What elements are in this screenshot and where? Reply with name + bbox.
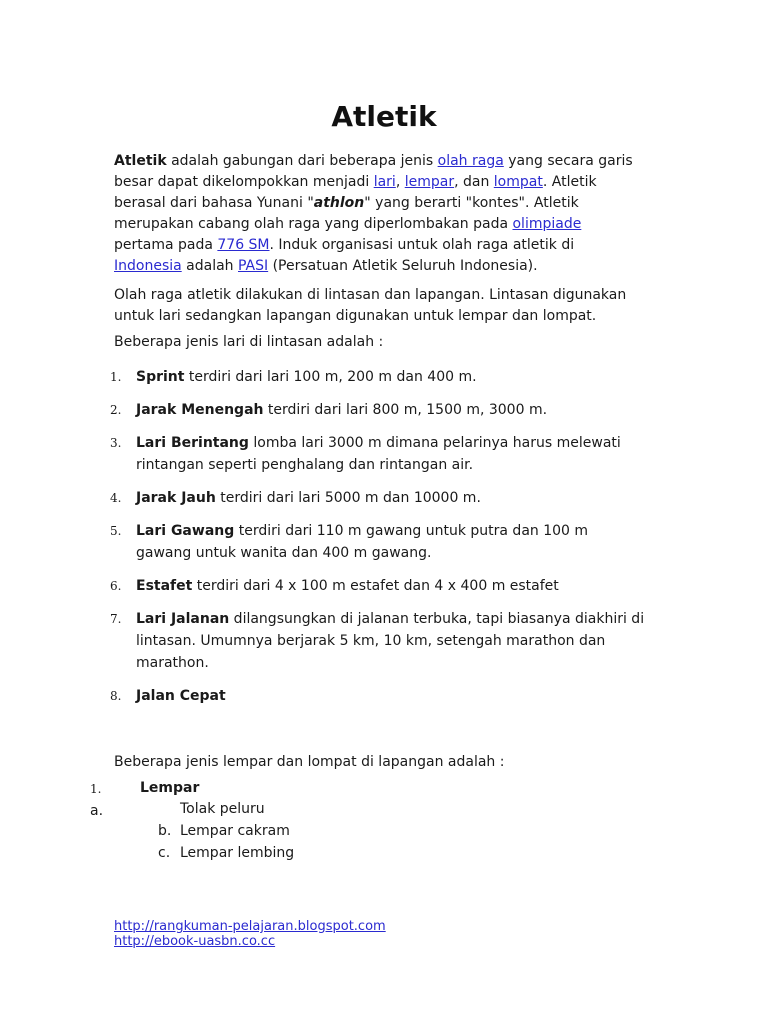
intro-text: adalah gabungan dari beberapa jenis [166,153,438,169]
link-lari[interactable]: lari [373,174,396,190]
link-olah-raga[interactable]: olah raga [437,153,504,169]
list-number: 2. [110,403,122,417]
intro-text: , dan [454,174,494,190]
list-item-text: terdiri dari lari 5000 m dan 10000 m. [215,490,481,506]
list-number: 8. [110,689,122,703]
footer-link-rangkuman[interactable]: http://rangkuman-pelajaran.blogspot.com [114,919,386,934]
list-item-text: terdiri dari lari 100 m, 200 m dan 400 m. [184,369,477,385]
list-item-term: Jarak Menengah [136,402,264,418]
list-number: 1. [110,370,122,384]
intro-paragraph [114,151,644,277]
list-item-term: Jalan Cepat [136,688,226,704]
list-item-term: Jarak Jauh [136,490,216,506]
sub-list-item: Tolak peluru [180,801,265,817]
intro-text: pertama pada [114,237,218,253]
athlon-term: athlon [313,195,365,211]
list-number: 6. [110,579,122,593]
intro-text: (Persatuan Atletik Seluruh Indonesia). [268,258,538,274]
list-item-term: Estafet [136,578,193,594]
list-item-term: Lari Gawang [136,523,235,539]
list-number: 5. [110,524,122,538]
link-776-sm[interactable]: 776 SM [217,237,270,253]
link-olimpiade[interactable]: olimpiade [512,216,582,232]
list-item-text: dilangsungkan di jalanan terbuka, tapi biasanya diakhiri di lintasan. Umumnya berjarak 5 km, 10 km, setengah marathon dan marathon. [136,611,645,671]
intro-text: . Induk organisasi untuk olah raga atletik di [269,237,575,253]
list-item-text: terdiri dari 110 m gawang untuk putra dan 100 m gawang untuk wanita dan 400 m gawang. [136,523,589,561]
intro-text: " yang berarti "kontes". Atletik merupakan cabang olah raga yang diperlombakan pada [114,195,579,232]
list-number: 3. [110,436,122,450]
list-item-text: terdiri dari lari 800 m, 1500 m, 3000 m. [263,402,548,418]
footer-link-ebook[interactable]: http://ebook-uasbn.co.cc [114,934,276,949]
list-number: 7. [110,612,122,626]
paragraph-lintasan: Olah raga atletik dilakukan di lintasan dan lapangan. Lintasan digunakan untuk lari sedangkan lapangan digunakan untuk lempar dan lompat. [114,287,627,324]
list-item-term: Lari Jalanan [136,611,230,627]
list-item-text: lomba lari 3000 m dimana pelarinya harus melewati rintangan seperti penghalang dan rintangan air. [136,435,621,473]
lempar-number: 1. [90,782,102,796]
link-indonesia[interactable]: Indonesia [114,258,182,274]
paragraph-lempar-lompat: Beberapa jenis lempar dan lompat di lapangan adalah : [114,754,505,770]
link-lompat[interactable]: lompat [493,174,543,190]
list-item-term: Lari Berintang [136,435,249,451]
sub-list-item: Lempar cakram [180,823,290,839]
paragraph-jenis-lari: Beberapa jenis lari di lintasan adalah : [114,334,384,350]
intro-text: adalah [181,258,238,274]
lempar-heading: Lempar [140,780,200,796]
intro-bold-atletik: Atletik [114,153,167,169]
list-item-text: terdiri dari 4 x 100 m estafet dan 4 x 400 m estafet [192,578,559,594]
list-number: 4. [110,491,122,505]
intro-text: . Atletik berasal dari bahasa Yunani " [114,174,597,211]
sub-list-marker: c. [158,845,171,861]
link-pasi[interactable]: PASI [238,258,269,274]
sub-list-marker: b. [158,823,172,839]
sub-list-item: Lempar lembing [180,845,295,861]
intro-text: , [395,174,405,190]
sub-list-marker: a. [90,803,104,819]
list-item-term: Sprint [136,369,185,385]
page-title: Atletik [331,100,437,133]
link-lempar[interactable]: lempar [404,174,455,190]
intro-text: yang secara garis besar dapat dikelompokkan menjadi [114,153,633,190]
